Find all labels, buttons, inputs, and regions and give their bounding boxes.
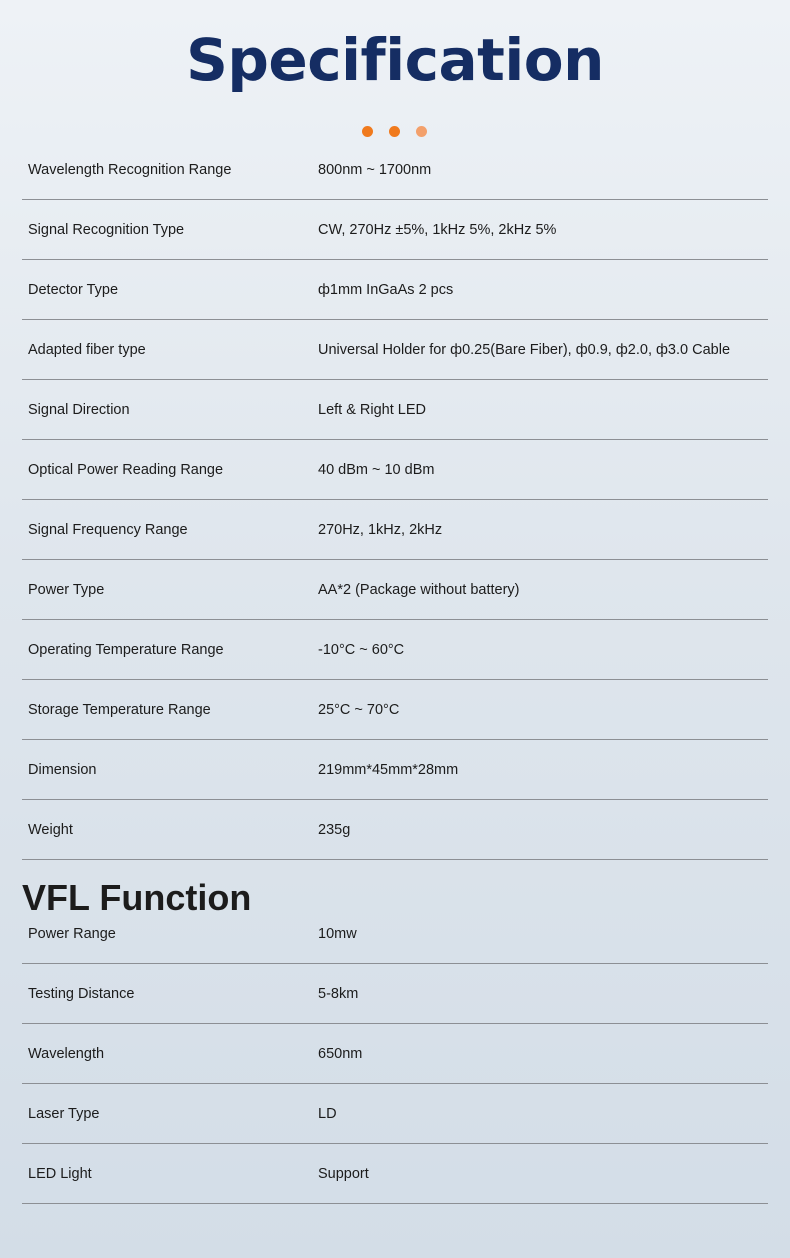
- spec-row: [22, 680, 768, 740]
- spec-value: -10°C ~ 60°C: [318, 642, 405, 658]
- spec-label: Operating Temperature Range: [28, 642, 224, 658]
- spec-label: Adapted fiber type: [28, 342, 146, 358]
- spec-label: Power Type: [28, 582, 105, 598]
- spec-label: Storage Temperature Range: [28, 702, 211, 718]
- spec-value: 270Hz, 1kHz, 2kHz: [318, 522, 443, 538]
- spec-value: 800nm ~ 1700nm: [318, 162, 432, 178]
- dot-icon: [389, 126, 400, 137]
- decorative-dots: [362, 126, 427, 137]
- spec-value: 40 dBm ~ 10 dBm: [318, 462, 435, 478]
- spec-value: 25°C ~ 70°C: [318, 702, 400, 718]
- vfl-row: [22, 1144, 768, 1204]
- spec-row: [22, 140, 768, 200]
- dot-icon: [362, 126, 373, 137]
- spec-value: ф1mm InGaAs 2 pcs: [318, 282, 454, 298]
- spec-row: [22, 560, 768, 620]
- vfl-value: Support: [318, 1166, 369, 1182]
- vfl-label: Laser Type: [28, 1106, 100, 1122]
- spec-label: Signal Recognition Type: [28, 222, 185, 238]
- vfl-row: [22, 964, 768, 1024]
- spec-value: AA*2 (Package without battery): [318, 582, 520, 598]
- spec-row: [22, 440, 768, 500]
- dot-icon: [416, 126, 427, 137]
- spec-value: 219mm*45mm*28mm: [318, 762, 459, 778]
- spec-label: Dimension: [28, 762, 97, 778]
- vfl-label: Wavelength: [28, 1046, 105, 1062]
- vfl-value: 650nm: [318, 1046, 363, 1062]
- vfl-value: LD: [318, 1106, 337, 1122]
- spec-value: Left & Right LED: [318, 402, 426, 418]
- spec-label: Optical Power Reading Range: [28, 462, 224, 478]
- vfl-label: Testing Distance: [28, 986, 135, 1002]
- page-title: Specification: [186, 26, 604, 94]
- spec-value: CW, 270Hz ±5%, 1kHz 5%, 2kHz 5%: [318, 222, 557, 238]
- spec-row: [22, 800, 768, 860]
- vfl-row: [22, 1084, 768, 1144]
- vfl-row: [22, 904, 768, 964]
- spec-label: Signal Direction: [28, 402, 130, 418]
- spec-value: Universal Holder for ф0.25(Bare Fiber), ф0.9, ф2.0, ф3.0 Cable: [318, 342, 731, 358]
- vfl-label: Power Range: [28, 926, 116, 942]
- spec-label: Detector Type: [28, 282, 119, 298]
- specification-table: [22, 140, 768, 860]
- spec-row: [22, 620, 768, 680]
- spec-label: Signal Frequency Range: [28, 522, 188, 538]
- vfl-label: LED Light: [28, 1166, 92, 1182]
- vfl-value: 5-8km: [318, 986, 359, 1002]
- vfl-value: 10mw: [318, 926, 357, 942]
- spec-row: [22, 500, 768, 560]
- spec-row: [22, 320, 768, 380]
- spec-row: [22, 380, 768, 440]
- spec-row: [22, 260, 768, 320]
- spec-label: Wavelength Recognition Range: [28, 162, 232, 178]
- spec-value: 235g: [318, 822, 351, 838]
- vfl-table: [22, 904, 768, 1204]
- spec-label: Weight: [28, 822, 73, 838]
- vfl-row: [22, 1024, 768, 1084]
- spec-row: [22, 200, 768, 260]
- spec-row: [22, 740, 768, 800]
- vfl-section-title: VFL Function: [22, 877, 252, 918]
